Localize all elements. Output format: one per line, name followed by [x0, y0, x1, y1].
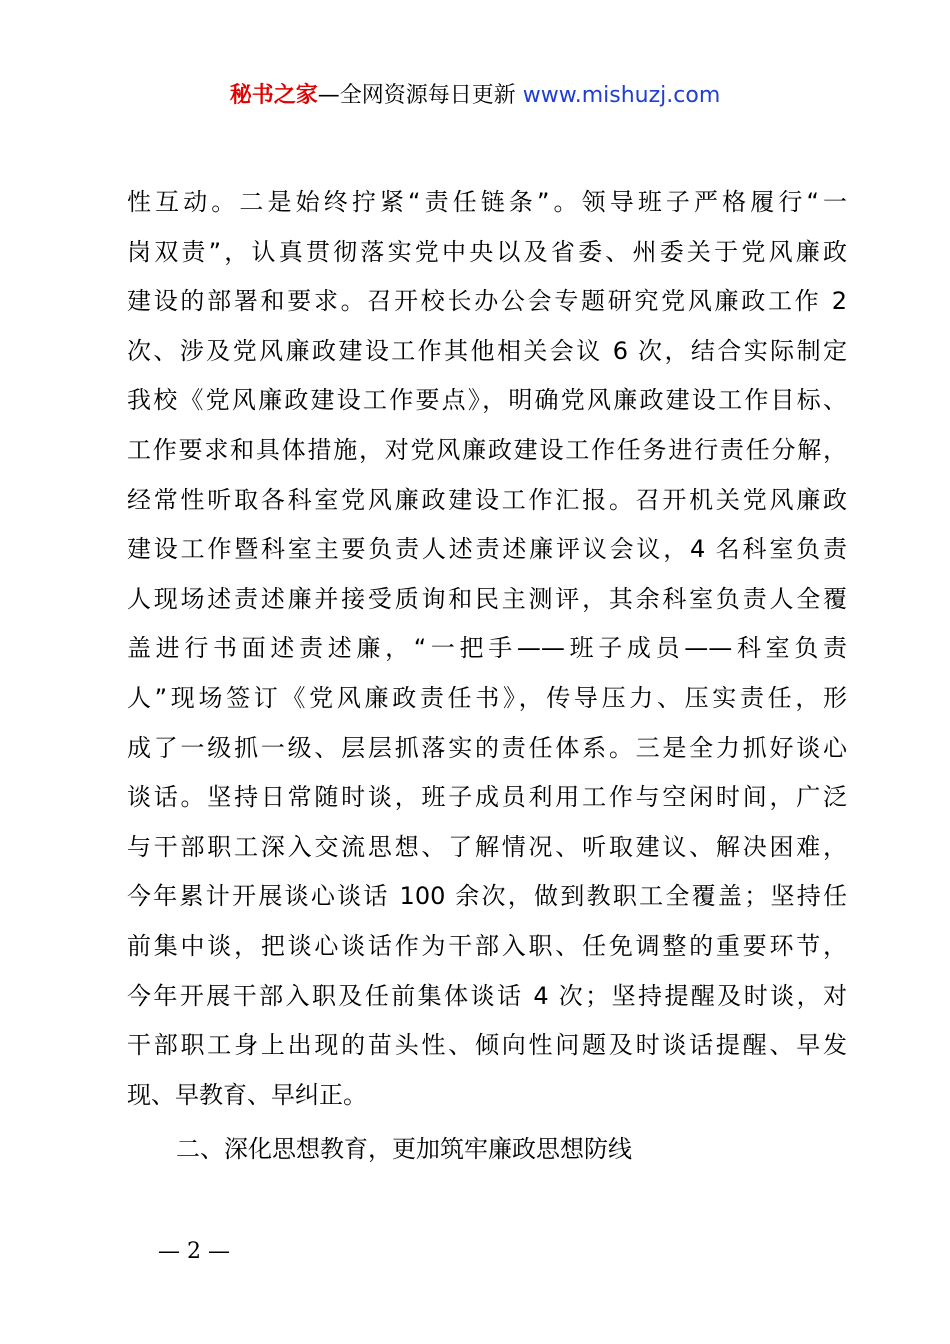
body-line: 人”现场签订《党风廉政责任书》，传导压力、压实责任，形 [127, 683, 847, 712]
body-line: 干部职工身上出现的苗头性、倾向性问题及时谈话提醒、早发 [127, 1031, 847, 1060]
page-number: — 2 — [158, 1239, 230, 1264]
body-line: 我校《党风廉政建设工作要点》，明确党风廉政建设工作目标、 [127, 386, 847, 415]
body-line: 现、早教育、早纠正。 [127, 1080, 367, 1109]
body-line: 岗双责”，认真贯彻落实党中央以及省委、州委关于党风廉政 [127, 237, 847, 266]
body-line: 盖进行书面述责述廉，“一把手——班子成员——科室负责 [127, 634, 847, 663]
brand-name: 秘书之家 [229, 83, 318, 108]
body-line: 建设的部署和要求。召开校长办公会专题研究党风廉政工作 2 [127, 287, 847, 316]
body-line: 经常性听取各科室党风廉政建设工作汇报。召开机关党风廉政 [127, 485, 847, 514]
body-line: 性互动。二是始终拧紧“责任链条”。领导班子严格履行“一 [127, 188, 847, 216]
site-header [0, 80, 950, 112]
section-heading: 二、深化思想教育，更加筑牢廉政思想防线 [176, 1135, 632, 1163]
body-line: 与干部职工深入交流思想、了解情况、听取建议、解决困难， [127, 832, 847, 861]
body-line: 次、涉及党风廉政建设工作其他相关会议 6 次，结合实际制定 [127, 336, 847, 365]
body-line: 成了一级抓一级、层层抓落实的责任体系。三是全力抓好谈心 [127, 733, 847, 762]
body-line: 建设工作暨科室主要负责人述责述廉评议会议，4 名科室负责 [127, 535, 847, 564]
site-url-link[interactable]: www.mishuzj.com [522, 83, 721, 108]
body-line: 工作要求和具体措施，对党风廉政建设工作任务进行责任分解， [127, 435, 847, 464]
body-line: 今年累计开展谈心谈话 100 余次，做到教职工全覆盖；坚持任 [127, 882, 847, 911]
body-line: 人现场述责述廉并接受质询和民主测评，其余科室负责人全覆 [127, 584, 847, 613]
document-body [127, 178, 847, 1120]
body-line: 今年开展干部入职及任前集体谈话 4 次；坚持提醒及时谈，对 [127, 981, 847, 1010]
header-tagline: —全网资源每日更新 [317, 83, 516, 108]
body-line: 谈话。坚持日常随时谈，班子成员利用工作与空闲时间，广泛 [127, 783, 847, 812]
body-line: 前集中谈，把谈心谈话作为干部入职、任免调整的重要环节， [127, 931, 847, 960]
